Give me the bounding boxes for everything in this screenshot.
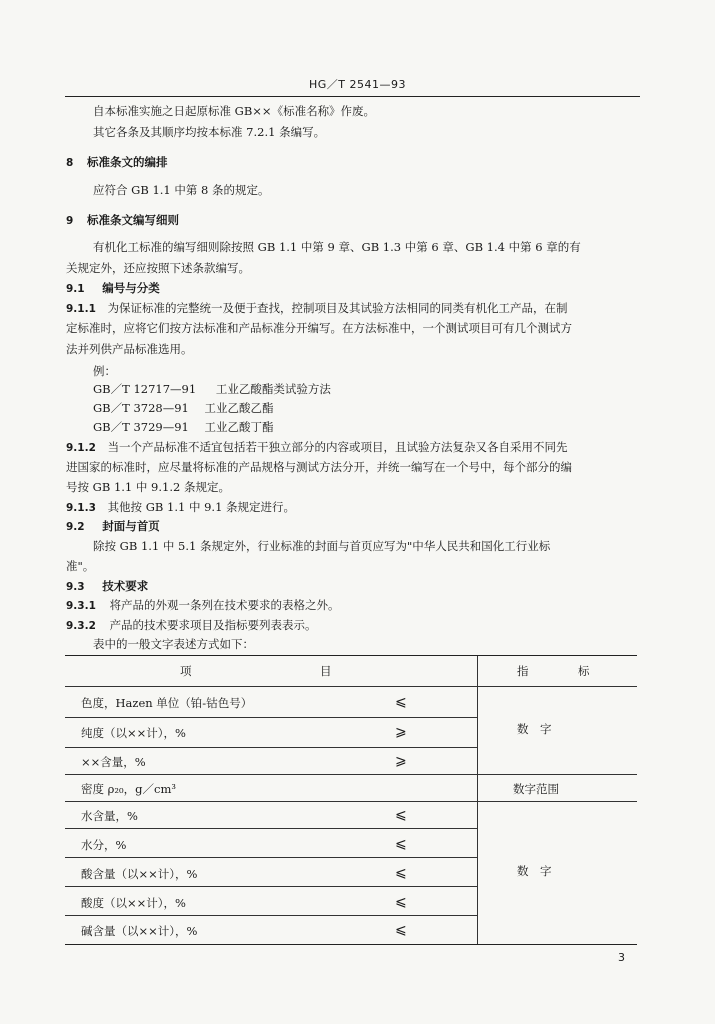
section-number: 9.2 [66, 521, 85, 533]
row-divider [65, 857, 477, 858]
paragraph-line [66, 440, 568, 456]
clause-number: 9.1.2 [66, 442, 96, 454]
paragraph-line [66, 500, 295, 516]
table-row-item: 色度，Hazen 单位（铂-钴色号） [81, 696, 253, 710]
example-title: 工业乙酸酯类试验方法 [215, 382, 331, 396]
comparison-symbol: ⩽ [395, 694, 407, 710]
section-number: 8 [66, 157, 74, 169]
clause-number: 9.3.2 [66, 620, 96, 632]
paragraph-line: 关规定外，还应按照下述条款编写。 [66, 261, 250, 275]
table-row-item: 纯度（以××计），% [81, 726, 186, 740]
clause-text: 将产品的外观一条列在技术要求的表格之外。 [109, 598, 340, 612]
column-header-index: 标 [578, 664, 590, 678]
example-item [93, 420, 274, 435]
paragraph-line [66, 598, 340, 614]
table-row-item: 碱含量（以××计），% [81, 924, 198, 938]
section-title: 编号与分类 [102, 281, 160, 295]
section-9-2-heading [66, 519, 160, 535]
example-label: 例： [93, 364, 116, 378]
paragraph-line: 准"。 [66, 559, 95, 573]
comparison-symbol: ⩽ [395, 807, 407, 823]
column-header-item: 项 [180, 664, 192, 678]
paragraph-line: 表中的一般文字表述方式如下： [93, 637, 254, 651]
section-title: 技术要求 [102, 579, 149, 593]
column-divider [477, 656, 478, 944]
table-row-item: 水分，% [81, 838, 127, 852]
clause-text: 产品的技术要求项目及指标要列表表示。 [109, 618, 317, 632]
column-header-item: 目 [320, 664, 332, 678]
paragraph-line [66, 301, 568, 317]
example-item [93, 382, 331, 397]
comparison-symbol: ⩾ [395, 753, 407, 769]
row-divider [65, 915, 477, 916]
section-8-heading [66, 155, 167, 171]
section-title: 标准条文的编排 [86, 155, 168, 169]
section-9-heading [66, 213, 179, 229]
row-divider [65, 828, 477, 829]
example-item [93, 401, 274, 416]
section-number: 9 [66, 215, 74, 227]
clause-number: 9.1.3 [66, 502, 96, 514]
section-number: 9.3 [66, 581, 85, 593]
paragraph-line: 号按 GB 1.1 中 9.1.2 条规定。 [66, 480, 230, 494]
clause-number: 9.1.1 [66, 303, 96, 315]
paragraph-line: 自本标准实施之日起原标准 GB××《标准名称》作废。 [93, 104, 376, 118]
table-row-item: 酸含量（以××计），% [81, 867, 198, 881]
table-row-item: 水含量，% [81, 809, 138, 823]
section-number: 9.1 [66, 283, 85, 295]
paragraph-line [66, 618, 317, 634]
comparison-symbol: ⩽ [395, 836, 407, 852]
row-divider [65, 886, 477, 887]
clause-number: 9.3.1 [66, 600, 96, 612]
comparison-symbol: ⩽ [395, 894, 407, 910]
page-number: 3 [618, 951, 625, 964]
example-code: GB／T 3729—91 [93, 420, 189, 434]
example-code: GB／T 3728—91 [93, 401, 189, 415]
column-header-index: 指 [517, 664, 529, 678]
section-9-3-heading [66, 579, 148, 595]
specification-table [65, 655, 637, 945]
section-title: 封面与首页 [102, 519, 160, 533]
index-value: 数 字 [517, 864, 552, 878]
paragraph-line: 应符合 GB 1.1 中第 8 条的规定。 [93, 183, 270, 197]
section-9-1-heading [66, 281, 160, 297]
row-divider [65, 717, 477, 718]
document-code-header: HG／T 2541—93 [308, 78, 406, 91]
paragraph-line: 定标准时，应将它们按方法标准和产品标准分开编写。在方法标准中，一个测试项目可有几个测试方 [66, 321, 572, 335]
section-title: 标准条文编写细则 [86, 213, 179, 227]
header-divider [65, 686, 637, 687]
table-row-item: 酸度（以××计），% [81, 896, 186, 910]
paragraph-line: 除按 GB 1.1 中 5.1 条规定外，行业标准的封面与首页应写为"中华人民共和国化工行业标 [93, 539, 551, 553]
paragraph-line: 其它各条及其顺序均按本标准 7.2.1 条编写。 [93, 125, 326, 139]
paragraph-line: 有机化工标准的编写细则除按照 GB 1.1 中第 9 章、GB 1.3 中第 6 章、GB 1.4 中第 6 章的有 [93, 240, 581, 254]
table-row-item: ××含量，% [81, 755, 146, 769]
clause-text: 其他按 GB 1.1 中 9.1 条规定进行。 [107, 500, 296, 514]
example-title: 工业乙酸丁酯 [204, 420, 274, 434]
row-divider [65, 747, 477, 748]
comparison-symbol: ⩾ [395, 724, 407, 740]
paragraph-line: 进国家的标准时，应尽量将标准的产品规格与测试方法分开，并统一编写在一个号中，每个部分的编 [66, 460, 572, 474]
index-value: 数字范围 [513, 782, 559, 796]
paragraph-line: 法并列供产品标准选用。 [66, 342, 193, 356]
comparison-symbol: ⩽ [395, 922, 407, 938]
example-title: 工业乙酸乙酯 [204, 401, 274, 415]
table-row-item: 密度 ρ₂₀，g／cm³ [81, 782, 176, 796]
comparison-symbol: ⩽ [395, 865, 407, 881]
row-divider [65, 774, 637, 775]
row-divider [65, 801, 637, 802]
clause-text: 当一个产品标准不适宜包括若干独立部分的内容或项目，且试验方法复杂又各自采用不同先 [107, 440, 568, 454]
index-value: 数 字 [517, 722, 552, 736]
example-code: GB／T 12717—91 [93, 382, 197, 396]
clause-text: 为保证标准的完整统一及便于查找，控制项目及其试验方法相同的同类有机化工产品，在制 [107, 301, 568, 315]
header-rule [65, 96, 640, 97]
